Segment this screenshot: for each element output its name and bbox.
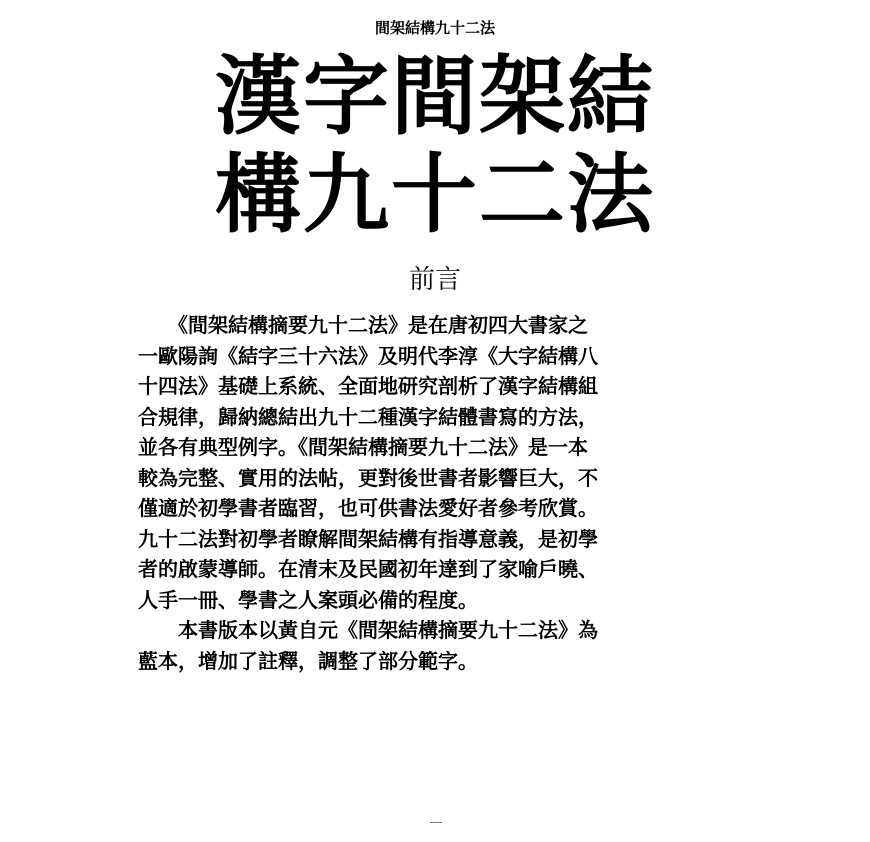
text-line: 人手一冊、學書之人案頭必備的程度。	[138, 587, 478, 612]
preface-body	[138, 310, 748, 676]
text-line: 者的啟蒙導師。在清末及民國初年達到了家喻戶曉、	[138, 557, 598, 581]
page-footer-mark	[430, 822, 442, 823]
section-heading-preface: 前言	[408, 265, 461, 295]
text-line: 藍本，增加了註釋，調整了部分範字。	[138, 648, 478, 673]
text-line: 合規律，歸納總結出九十二種漢字結體書寫的方法，	[138, 404, 598, 429]
page-title	[0, 48, 870, 244]
text-line: 《間架結構摘要九十二法》是在唐初四大書家之	[138, 313, 588, 337]
preface-paragraph-2	[138, 615, 748, 676]
text-line: 僅適於初學書者臨習，也可供書法愛好者參考欣賞。	[138, 496, 598, 520]
text-line: 本書版本以黃自元《間架結構摘要九十二法》為	[138, 618, 598, 642]
text-line: 並各有典型例字。《間架結構摘要九十二法》是一本	[138, 435, 588, 459]
preface-paragraph-1	[138, 310, 748, 615]
text-line: 一歐陽詢《結字三十六法》及明代李淳《大字結構八	[138, 343, 598, 368]
text-line: 較為完整、實用的法帖，更對後世書者影響巨大，不	[138, 465, 598, 490]
text-line: 九十二法對初學者瞭解間架結構有指導意義，是初學	[138, 526, 598, 551]
title-line-1: 漢字間架結	[215, 47, 655, 147]
title-line-2: 構九十二法	[215, 145, 655, 245]
text-line: 十四法》基礎上系統、全面地研究剖析了漢字結構組	[138, 374, 598, 398]
running-header: 間架結構九十二法	[374, 19, 495, 37]
